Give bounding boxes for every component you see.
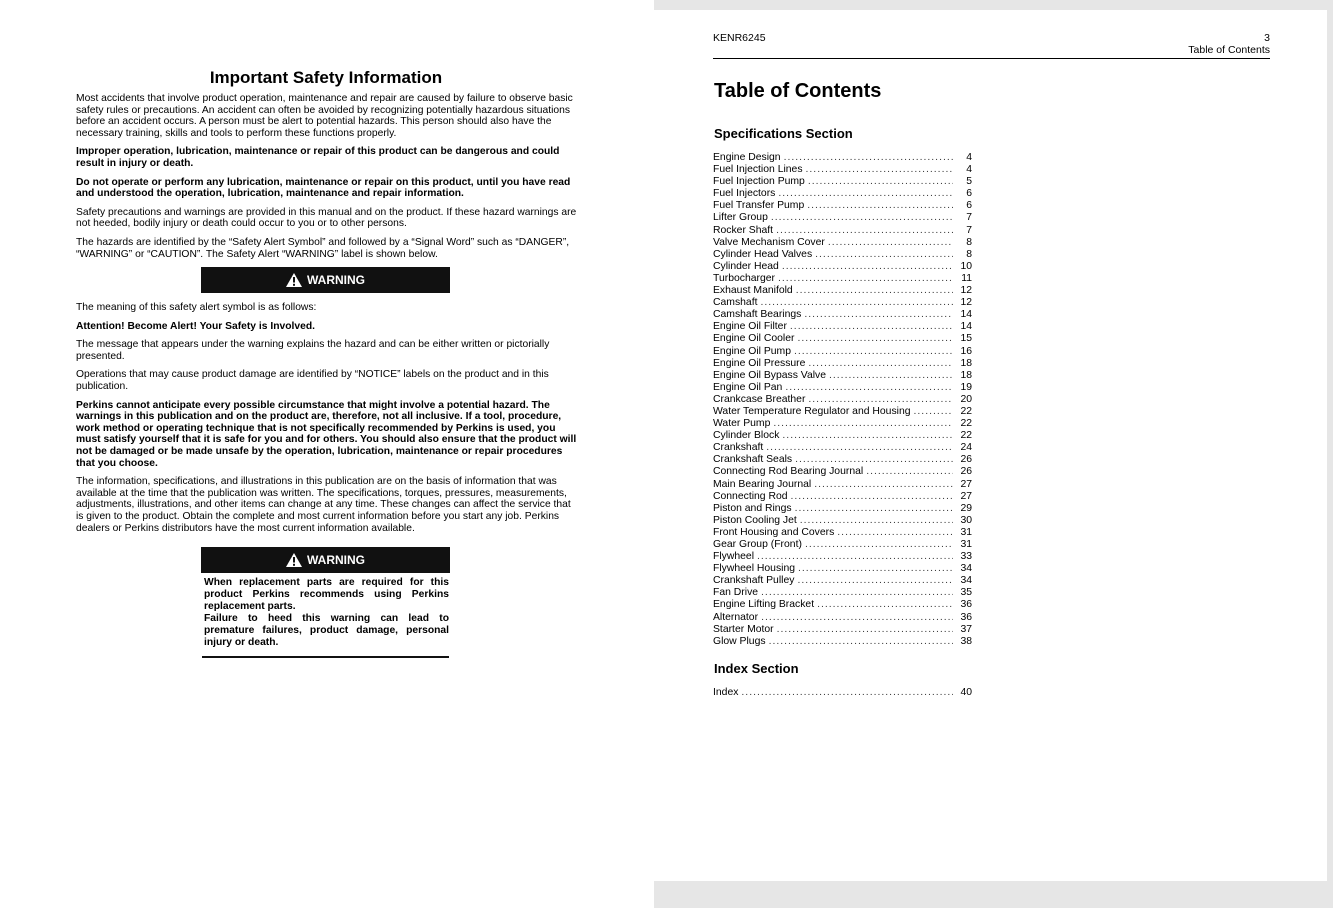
toc-entry-label: Water Temperature Regulator and Housing [713,405,911,417]
toc-entry[interactable] [713,687,972,699]
toc-entry[interactable] [713,200,972,212]
toc-entry-page: 8 [966,236,972,248]
warning-label: WARNING [307,553,365,567]
toc-leader-dots [800,515,953,527]
toc-entry-page: 26 [960,466,972,478]
toc-leader-dots [782,430,953,442]
toc-entry-label: Index [713,687,739,698]
toc-entry-page: 22 [960,418,972,430]
toc-entry-label: Fuel Injection Lines [713,164,803,176]
safety-title: Important Safety Information [209,68,443,87]
toc-entry-label: Alternator [713,611,759,623]
paragraph: The meaning of this safety alert symbol is as follows: [76,302,317,313]
toc-leader-dots [808,394,953,406]
toc-leader-dots [814,479,953,491]
toc-entry[interactable] [713,273,972,285]
toc-entry-label: Crankshaft Seals [713,454,793,466]
toc-entry-page: 27 [960,478,972,490]
toc-entry-page: 34 [960,563,972,575]
toc-entry[interactable] [713,309,972,321]
toc-entry-label: Gear Group (Front) [713,539,802,550]
toc-entry-label: Camshaft [713,297,758,309]
toc-entry-page: 11 [961,272,972,284]
toc-leader-dots [773,418,953,430]
specifications-toc-list [713,152,972,648]
toc-entry-page: 29 [960,502,972,514]
toc-entry[interactable] [713,466,972,478]
toc-entry-page: 24 [960,442,972,454]
paragraph: Most accidents that involve product operation, maintenance and repair are caused by failure to observe basic safety rules or precautions. An accident can often be avoided by recognizing potentially hazardous situations before an accident occurs. A person must be alert to potential hazards. This person should also have the necessary training, skills and tools to perform these functions properly. [76,93,573,139]
toc-entry[interactable] [713,599,972,611]
toc-entry[interactable] [713,575,972,587]
toc-leader-dots [796,285,953,297]
toc-entry[interactable] [713,358,972,370]
toc-entry-label: Rocker Shaft [713,224,774,236]
toc-entry[interactable] [713,225,972,237]
toc-entry-page: 4 [966,164,972,176]
safety-text-block-2 [76,302,580,541]
toc-entry[interactable] [713,261,972,273]
safety-alert-icon [286,553,302,567]
toc-leader-dots [776,225,953,237]
toc-leader-dots [795,454,953,466]
toc-entry[interactable] [713,285,972,297]
toc-entry-page: 16 [960,345,972,357]
toc-entry-page: 12 [960,285,972,297]
toc-entry-page: 6 [966,188,972,200]
warning-label: WARNING [307,273,365,287]
toc-entry-label: Main Bearing Journal [713,478,812,490]
toc-entry-page: 18 [960,357,972,369]
toc-leader-dots [914,406,953,418]
toc-entry[interactable] [713,418,972,430]
paragraph-bold: Improper operation, lubrication, maintenance or repair of this product can be dangerous and could result in injury or death. [76,146,560,169]
toc-entry-page: 30 [960,514,972,526]
toc-entry-label: Starter Motor [713,623,774,635]
toc-entry-page: 38 [960,635,972,647]
left-page [0,0,655,908]
toc-entry-label: Cylinder Block [713,430,780,442]
toc-entry[interactable] [713,176,972,188]
toc-leader-dots [804,309,953,321]
toc-leader-dots [785,382,953,394]
toc-entry[interactable] [713,636,972,648]
toc-leader-dots [761,587,953,599]
toc-entry-label: Front Housing and Covers [713,526,835,538]
toc-entry-label: Water Pump [713,418,771,430]
toc-entry[interactable] [713,346,972,358]
safety-text-block-1 [76,93,580,267]
toc-entry-page: 7 [966,212,972,224]
toc-entry-page: 18 [960,369,972,381]
toc-entry-label: Camshaft Bearings [713,309,802,321]
toc-leader-dots [761,612,953,624]
toc-entry[interactable] [713,333,972,345]
toc-entry-page: 14 [960,309,972,321]
toc-entry-label: Turbocharger [713,272,775,284]
right-page [654,10,1327,881]
toc-entry[interactable] [713,491,972,503]
toc-leader-dots [778,273,953,285]
toc-entry[interactable] [713,454,972,466]
toc-leader-dots [808,358,953,370]
warning-message [202,573,449,658]
toc-entry-label: Crankshaft [713,442,764,454]
toc-leader-dots [769,636,953,648]
toc-entry-page: 10 [960,260,972,272]
toc-entry-page: 36 [960,611,972,623]
index-section-title: Index Section [714,661,799,676]
paragraph: Operations that may cause product damage are identified by “NOTICE” labels on the product and in this publication. [76,369,549,392]
toc-entry-label: Engine Oil Pan [713,381,783,393]
toc-leader-dots [806,164,953,176]
toc-entry-page: 34 [960,575,972,587]
toc-entry[interactable] [713,237,972,249]
toc-entry[interactable] [713,249,972,261]
toc-entry-label: Crankcase Breather [713,393,806,405]
toc-entry-label: Fuel Injection Pump [713,176,805,188]
toc-entry[interactable] [713,164,972,176]
toc-entry[interactable] [713,527,972,539]
document-code: KENR6245 [713,32,766,44]
toc-entry-label: Piston and Rings [713,502,792,514]
toc-leader-dots [798,563,953,575]
toc-entry[interactable] [713,382,972,394]
toc-entry[interactable] [713,612,972,624]
toc-entry-label: Engine Oil Pump [713,345,791,357]
toc-entry-page: 14 [960,321,972,333]
toc-leader-dots [791,491,953,503]
toc-leader-dots [741,687,953,699]
toc-title: Table of Contents [714,80,882,102]
paragraph: Safety precautions and warnings are provided in this manual and on the product. If these hazard warnings are not heeded, bodily injury or death could occur to you or to other persons. [76,206,577,230]
page-number: 3 [1264,32,1270,44]
toc-entry-label: Engine Design [713,152,781,163]
header-rule [713,58,1270,59]
toc-leader-dots [817,599,953,611]
toc-entry[interactable] [713,321,972,333]
toc-entry[interactable] [713,442,972,454]
toc-entry-label: Connecting Rod Bearing Journal [713,466,864,478]
toc-leader-dots [797,333,953,345]
toc-entry-page: 12 [960,297,972,309]
paragraph: The information, specifications, and illustrations in this publication are on the basis of information that was available at the time that the publication was written. The specifications, torques, pressures, measurements, adjustments, illustrations, and other items can change at any time. These changes can affect the service that is given to the product. Obtain the complete and most current information before you start any job. Perkins dealers or Perkins distributors have the most current information available. [76,476,571,534]
toc-leader-dots [766,442,953,454]
toc-entry[interactable] [713,370,972,382]
toc-leader-dots [829,370,953,382]
toc-entry[interactable] [713,551,972,563]
toc-leader-dots [760,297,953,309]
toc-entry-label: Engine Oil Cooler [713,333,795,345]
toc-leader-dots [795,503,953,515]
toc-entry[interactable] [713,563,972,575]
toc-entry-label: Engine Oil Bypass Valve [713,369,827,381]
toc-leader-dots [828,237,953,249]
toc-leader-dots [778,188,953,200]
toc-entry-label: Exhaust Manifold [713,285,793,297]
toc-entry-label: Engine Oil Filter [713,321,787,333]
toc-leader-dots [757,551,953,563]
paragraph-bold: Perkins cannot anticipate every possible circumstance that might involve a potential hazard. The warnings in this publication and on the product are, therefore, not all inclusive. If a tool, procedure, work method or operating technique that is not specifically recommended by Perkins is used, you must satisfy yourself that it is safe for you and for others. You should also ensure that the product will not be damaged or be made unsafe by the operation, lubrication, maintenance or repair procedures that you choose. [76,399,577,469]
toc-entry-page: 15 [960,333,972,345]
warning-text: When replacement parts are required for this product Perkins recommends using Perkins replacement parts. [204,577,449,612]
warning-banner [201,267,450,293]
paragraph-bold: Attention! Become Alert! Your Safety is Involved. [76,320,315,332]
toc-entry[interactable] [713,152,972,164]
toc-entry-page: 27 [960,490,972,502]
toc-entry-page: 37 [960,623,972,635]
toc-entry-page: 26 [960,454,972,466]
toc-entry-label: Valve Mechanism Cover [713,236,825,248]
toc-entry[interactable] [713,587,972,599]
toc-entry-page: 20 [960,393,972,405]
toc-leader-dots [790,321,953,333]
toc-entry[interactable] [713,624,972,636]
toc-entry[interactable] [713,297,972,309]
toc-entry-label: Flywheel [713,551,754,563]
toc-entry-label: Fuel Transfer Pump [713,200,805,212]
toc-leader-dots [784,152,953,164]
toc-leader-dots [782,261,953,273]
toc-entry-label: Connecting Rod [713,490,788,502]
toc-entry-label: Crankshaft Pulley [713,575,795,587]
toc-entry[interactable] [713,503,972,515]
toc-entry-page: 31 [960,526,972,538]
toc-entry-label: Cylinder Head [713,260,779,272]
toc-entry-page: 35 [960,587,972,599]
toc-entry[interactable] [713,212,972,224]
toc-entry-page: 33 [960,551,972,563]
toc-entry-label: Glow Plugs [713,635,766,647]
toc-entry[interactable] [713,539,972,551]
toc-leader-dots [866,466,953,478]
running-header: Table of Contents [1188,44,1270,56]
warning-banner-2 [201,547,450,573]
toc-entry[interactable] [713,406,972,418]
toc-leader-dots [837,527,953,539]
toc-entry-page: 40 [960,687,972,698]
specifications-section-title: Specifications Section [714,126,853,141]
paragraph: The hazards are identified by the “Safety Alert Symbol” and followed by a “Signal Word” such as “DANGER”, “WARNING” or “CAUTION”. The Safety Alert “WARNING” label is shown below. [76,236,570,260]
toc-entry-label: Engine Oil Pressure [713,357,806,369]
toc-entry-label: Lifter Group [713,212,768,224]
toc-entry[interactable] [713,430,972,442]
toc-entry-label: Engine Lifting Bracket [713,599,815,611]
index-toc-list [713,687,972,699]
toc-entry[interactable] [713,394,972,406]
toc-entry-page: 19 [960,381,972,393]
toc-entry[interactable] [713,188,972,200]
toc-entry-label: Fuel Injectors [713,188,776,200]
toc-entry-label: Fan Drive [713,587,759,599]
toc-entry-page: 7 [966,224,972,236]
toc-entry-page: 31 [960,539,972,550]
toc-entry[interactable] [713,515,972,527]
paragraph-bold: Do not operate or perform any lubrication, maintenance or repair on this product, until you have read and understood the operation, lubrication, maintenance and repair information. [76,176,571,200]
toc-leader-dots [797,575,953,587]
toc-leader-dots [771,212,953,224]
toc-leader-dots [807,200,953,212]
toc-entry-page: 5 [966,176,972,188]
toc-entry-page: 22 [960,430,972,442]
toc-leader-dots [815,249,953,261]
toc-leader-dots [808,176,953,188]
toc-leader-dots [794,346,953,358]
toc-leader-dots [777,624,953,636]
toc-entry-label: Piston Cooling Jet [713,514,797,526]
warning-text: Failure to heed this warning can lead to premature failures, product damage, personal injury or death. [204,613,449,648]
toc-entry-page: 36 [960,599,972,611]
toc-leader-dots [805,539,953,551]
toc-entry-page: 22 [960,405,972,417]
toc-entry-label: Flywheel Housing [713,563,796,575]
safety-alert-icon [286,273,302,287]
toc-entry[interactable] [713,479,972,491]
paragraph: The message that appears under the warning explains the hazard and can be either written or pictorially presented. [76,339,550,362]
toc-entry-page: 4 [966,152,972,163]
toc-entry-page: 6 [966,200,972,212]
toc-entry-label: Cylinder Head Valves [713,248,813,260]
toc-entry-page: 8 [966,248,972,260]
